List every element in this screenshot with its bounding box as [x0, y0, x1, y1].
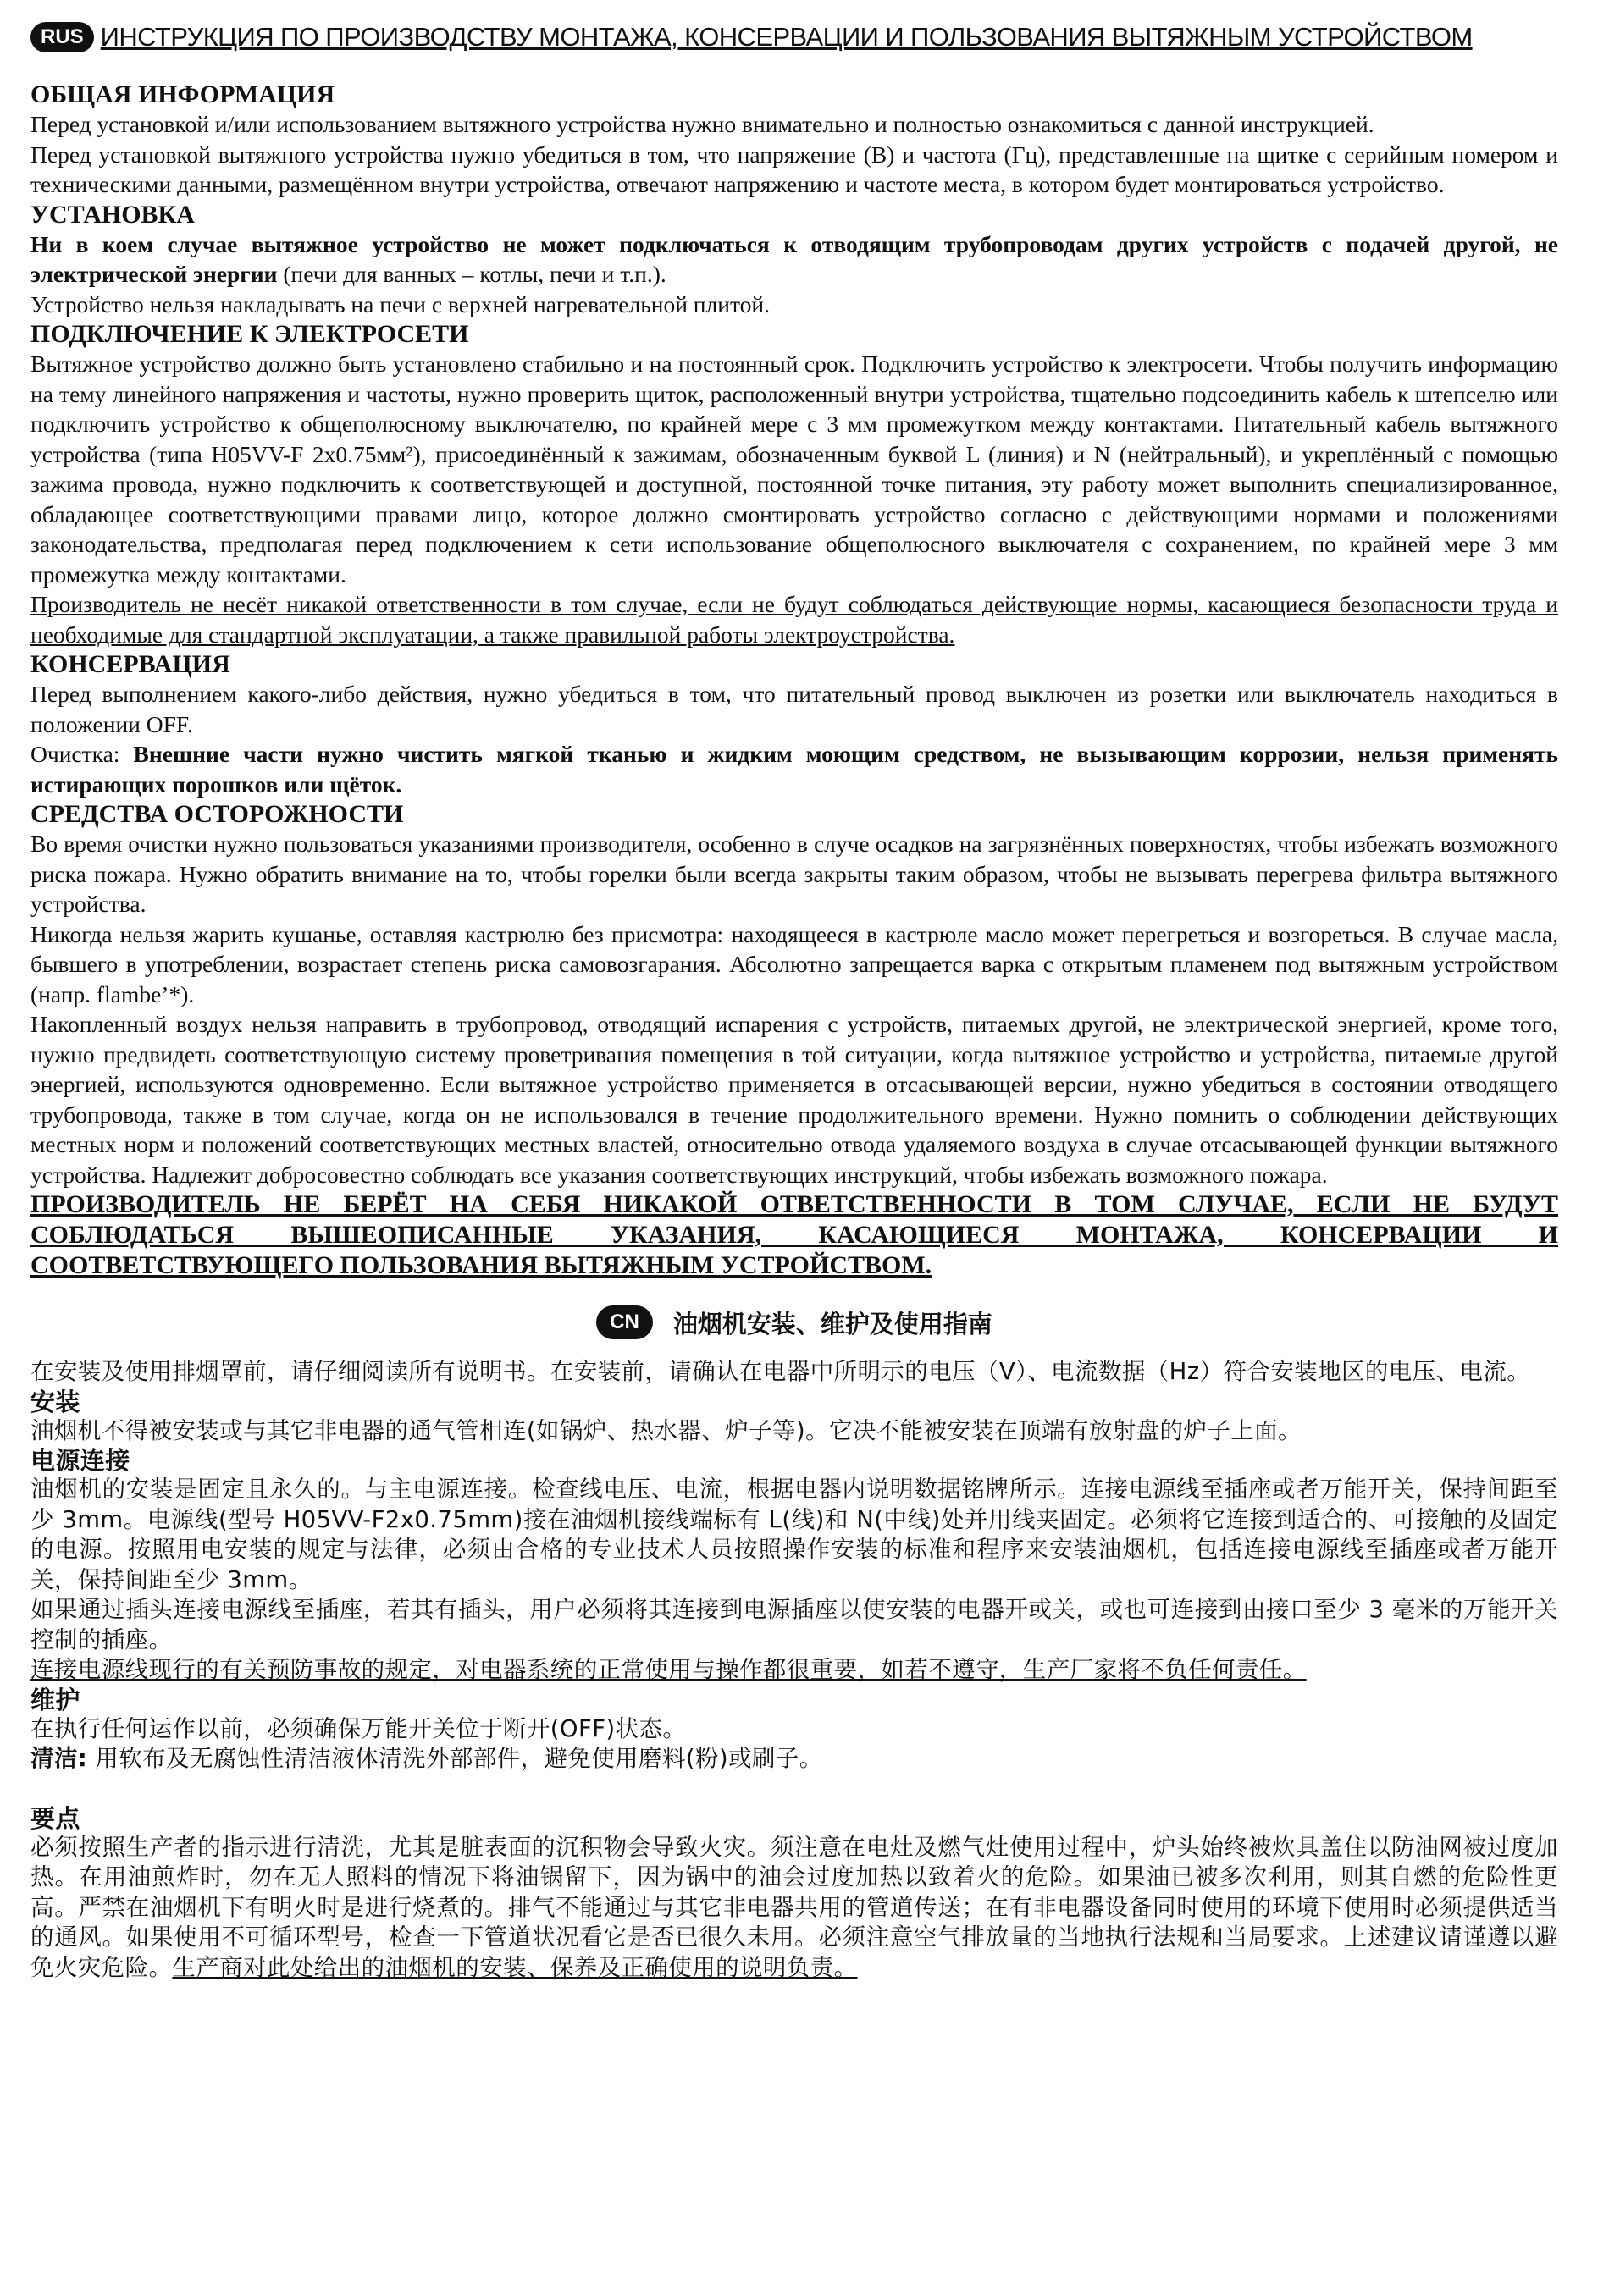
paragraph [30, 739, 1558, 799]
paragraph: 在执行任何运作以前，必须确保万能开关位于断开(OFF)状态。 [30, 1714, 687, 1742]
paragraph: Никогда нельзя жарить кушанье, оставляя кастрюлю без присмотра: находящееся в кастрюле масло может перегреться и возгореться. В случае масла, бывшего в употреблении, возрастает степень риска самовозгарания. Абсолютно запрещается варка с открытым пламенем под вытяжным устройством (напр. flambe’*). [30, 920, 1558, 1007]
bold-text: Внешние части нужно чистить мягкой тканью и жидким моющим средством, не вызывающим коррозии, нельзя применять истирающих порошков или щёток. [30, 741, 1558, 798]
spacer [30, 1774, 1558, 1804]
paragraph: Перед установкой и/или использованием вытяжного устройства нужно внимательно и полностью ознакомиться с данной инструкцией. [30, 111, 1374, 137]
paragraph: 油烟机不得被安装或与其它非电器的通气管相连(如锅炉、热水器、炉子等)。它决不能被安装在顶端有放射盘的炉子上面。 [30, 1416, 1302, 1444]
cn-header [30, 1293, 1558, 1352]
text: 必须按照生产者的指示进行清洗，尤其是脏表面的沉积物会导致火灾。须注意在电灶及燃气灶使用过程中，炉头始终被炊具盖住以防油网被过度加热。在用油煎炸时，勿在无人照料的情况下将油锅留下，因为锅中的油会过度加热以致着火的危险。如果油已被多次利用，则其自燃的危险性更高。严禁在油烟机下有明火时是进行烧煮的。排气不能通过与其它非电器共用的管道传送；在有非电器设备同时使用的环境下使用时必须提供适当的通风。如果使用不可循环型号，检查一下管道状况看它是否已很久未用。必须注意空气排放量的当地执行法规和当局要求。上述建议请谨遵以避免火灾危险。 [30, 1833, 1558, 1981]
section-heading-power-cn: 电源连接 [30, 1446, 130, 1475]
section-heading-points-cn: 要点 [30, 1803, 80, 1833]
paragraph: Устройство нельзя накладывать на печи с верхней нагревательной плитой. [30, 290, 770, 317]
paragraph [30, 229, 1558, 290]
section-heading-caution: СРЕДСТВА ОСТОРОЖНОСТИ [30, 800, 404, 828]
section-heading-maint-cn: 维护 [30, 1685, 80, 1714]
paragraph [30, 1833, 1558, 1984]
section-heading-general: ОБЩАЯ ИНФОРМАЦИЯ [30, 80, 335, 108]
russian-section [30, 80, 1558, 1281]
text: 用软布及无腐蚀性清洁液体清洗外部部件，避免使用磨料(粉)或刷子。 [87, 1745, 823, 1772]
liability-note-cn: 连接电源线现行的有关预防事故的规定，对电器系统的正常使用与操作都很重要，如若不遵守，生产厂家将不负任何责任。 [30, 1656, 1307, 1683]
chinese-section [30, 1357, 1558, 1983]
underlined-text: 生产商对此处给出的油烟机的安装、保养及正确使用的说明负责。 [172, 1953, 858, 1981]
paragraph: 油烟机的安装是固定且永久的。与主电源连接。检查线电压、电流，根据电器内说明数据铭牌所示。连接电源线至插座或者万能开关，保持间距至少 3mm。电源线(型号 H05VV-F2x0.75mm)接在油烟机接线端标有 L(线)和 N(中线)处并用线夹固定。必须将它连接到适合的、可接触的及固定的电源。按照用电安装的规定与法律，必须由合格的专业技术人员按照操作安装的标准和程序来安装油烟机，包括连接电源线至插座或者万能开关，保持间距至少 3mm。 [30, 1476, 1558, 1593]
paragraph: Вытяжное устройство должно быть установлено стабильно и на постоянный срок. Подключить устройство к электросети. Чтобы получить информацию на тему линейного напряжения и частоты, нужно проверить щиток, расположенный внутри устройства, тщательно подсоединить кабель к штепселю или подключить устройство к общеполюсному выключателю, по крайней мере с 3 мм промежутком между контактами. Питательный кабель вытяжного устройства (типа H05VV-F 2x0.75мм²), присоединённый к зажимам, обозначенным буквой L (линия) и N (нейтральный), и укреплённый с помощью зажима провода, нужно подключить к соответствующей и доступной, постоянной точке питания, эту работу может выполнить специализированное, обладающее соответствующими правами лицо, которое должно смонтировать устройство согласно с действующими нормами и положениями законодательства, предполагая перед подключением к сети использование общеполюсного выключателя с сохранением, по крайней мере 3 мм промежутка между контактами. [30, 350, 1558, 588]
paragraph: Перед установкой вытяжного устройства нужно убедиться в том, что напряжение (В) и частота (Гц), представленные на щитке с серийным номером и техническими данными, размещённом внутри устройства, отвечают напряжению и частоте места, в котором будет монтироваться устройство. [30, 141, 1558, 197]
final-disclaimer: ПРОИЗВОДИТЕЛЬ НЕ БЕРЁТ НА СЕБЯ НИКАКОЙ ОТВЕТСТВЕННОСТИ В ТОМ СЛУЧАЕ, ЕСЛИ НЕ БУДУТ СОБЛЮДАТЬСЯ ВЫШЕОПИСАННЫЕ УКАЗАНИЯ, КАСАЮЩИЕСЯ МОНТАЖА, КОНСЕРВАЦИИ И СООТВЕТСТВУЮЩЕГО ПОЛЬЗОВАНИЯ ВЫТЯЖНЫМ УСТРОЙСТВОМ. [30, 1190, 1558, 1279]
language-badge-cn: CN [596, 1305, 653, 1339]
label: Очистка: [30, 741, 134, 767]
paragraph: Перед выполнением какого-либо действия, нужно убедиться в том, что питательный провод выключен из розетки или выключатель находиться в положении OFF. [30, 681, 1558, 737]
section-heading-maintenance: КОНСЕРВАЦИЯ [30, 650, 230, 678]
rus-header [30, 14, 1558, 61]
section-heading-electric: ПОДКЛЮЧЕНИЕ К ЭЛЕКТРОСЕТИ [30, 320, 469, 348]
paragraph: 在安装及使用排烟罩前，请仔细阅读所有说明书。在安装前，请确认在电器中所明示的电压（V）、电流数据（Hz）符合安装地区的电压、电流。 [30, 1358, 1531, 1385]
label: 清洁: [30, 1745, 88, 1772]
manual-page [30, 14, 1558, 1983]
paragraph [30, 1744, 1558, 1774]
text: (печи для ванных – котлы, печи и т.п.). [277, 261, 666, 287]
language-badge-rus: RUS [30, 22, 94, 52]
bold-text: Ни в коем случае вытяжное устройство не может подключаться к отводящим трубопроводам других устройств с подачей другой, не электрической энергии [30, 230, 1558, 287]
section-heading-install-cn: 安装 [30, 1387, 80, 1416]
paragraph: Накопленный воздух нельзя направить в трубопровод, отводящий испарения с устройств, питаемых другой, не электрической энергией, кроме того, нужно предвидеть соответствующую систему проветривания помещения в той ситуации, когда вытяжное устройство и устройства, питаемые другой энергией, используются одновременно. Если вытяжное устройство применяется в отсасывающей версии, нужно убедиться в состоянии отводящего трубопровода, также в том случае, когда он не использовался в течение продолжительного времени. Нужно помнить о соблюдении действующих местных норм и положений соответствующих местных властей, относительно отвода удаляемого воздуха в случае отсасывающей функции вытяжного устройства. Надлежит добросовестно соблюдать все указания соответствующих инструкций, чтобы избежать возможного пожара. [30, 1011, 1558, 1188]
paragraph: 如果通过插头连接电源线至插座，若其有插头，用户必须将其连接到电源插座以使安装的电器开或关，或也可连接到由接口至少 3 毫米的万能开关控制的插座。 [30, 1596, 1558, 1653]
liability-note: Производитель не несёт никакой ответственности в том случае, если не будут соблюдаться действующие нормы, касающиеся безопасности труда и необходимые для стандартной эксплуатации, а также правильной работы электроустройства. [30, 591, 1558, 648]
section-heading-install: УСТАНОВКА [30, 200, 195, 229]
paragraph: Во время очистки нужно пользоваться указаниями производителя, особенно в случе осадков на загрязнённых поверхностях, чтобы избежать возможного риска пожара. Нужно обратить внимание на то, чтобы горелки были всегда закрыты таким образом, чтобы не вызывать перегрева фильтра вытяжного устройства. [30, 831, 1558, 917]
document-title-cn: 油烟机安装、维护及使用指南 [672, 1309, 992, 1338]
document-title-ru: ИНСТРУКЦИЯ ПО ПРОИЗВОДСТВУ МОНТАЖА, КОНСЕРВАЦИИ И ПОЛЬЗОВАНИЯ ВЫТЯЖНЫМ УСТРОЙСТВОМ [100, 22, 1473, 52]
